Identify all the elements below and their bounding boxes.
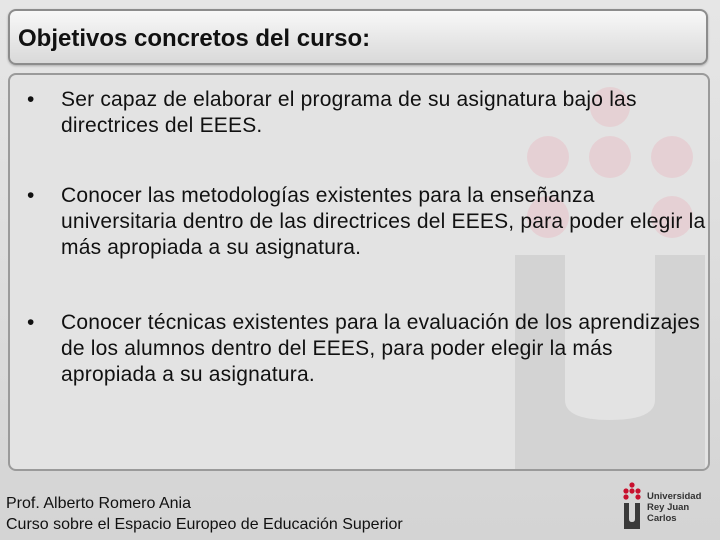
- urjc-logo-icon: [621, 481, 643, 533]
- title-box: [8, 9, 708, 65]
- logo-text: [647, 491, 716, 524]
- logo-line-1: Universidad: [647, 491, 702, 502]
- bullet-text: Ser capaz de elaborar el programa de su asignatura bajo las directrices del EEES.: [61, 88, 637, 137]
- footer-course: Curso sobre el Espacio Europeo de Educación Superior: [6, 516, 403, 533]
- bullet-marker: •: [27, 88, 35, 111]
- bullet-text: Conocer las metodologías existentes para la enseñanza universitaria dentro de las directrices del EEES, para poder elegir la más apropiada a su asignatura.: [61, 184, 706, 259]
- logo-line-2: Rey Juan Carlos: [647, 502, 690, 524]
- bullet-marker: •: [27, 184, 35, 207]
- university-logo: [621, 481, 716, 533]
- bullet-text: Conocer técnicas existentes para la evaluación de los aprendizajes de los alumnos dentro del EEES, para poder elegir la más apropiada a su asignatura.: [61, 311, 700, 386]
- footer-author: Prof. Alberto Romero Ania: [6, 495, 191, 512]
- slide-title: Objetivos concretos del curso:: [18, 25, 371, 52]
- footer: [6, 493, 403, 535]
- bullet-marker: •: [27, 311, 35, 334]
- content-box: [8, 73, 710, 471]
